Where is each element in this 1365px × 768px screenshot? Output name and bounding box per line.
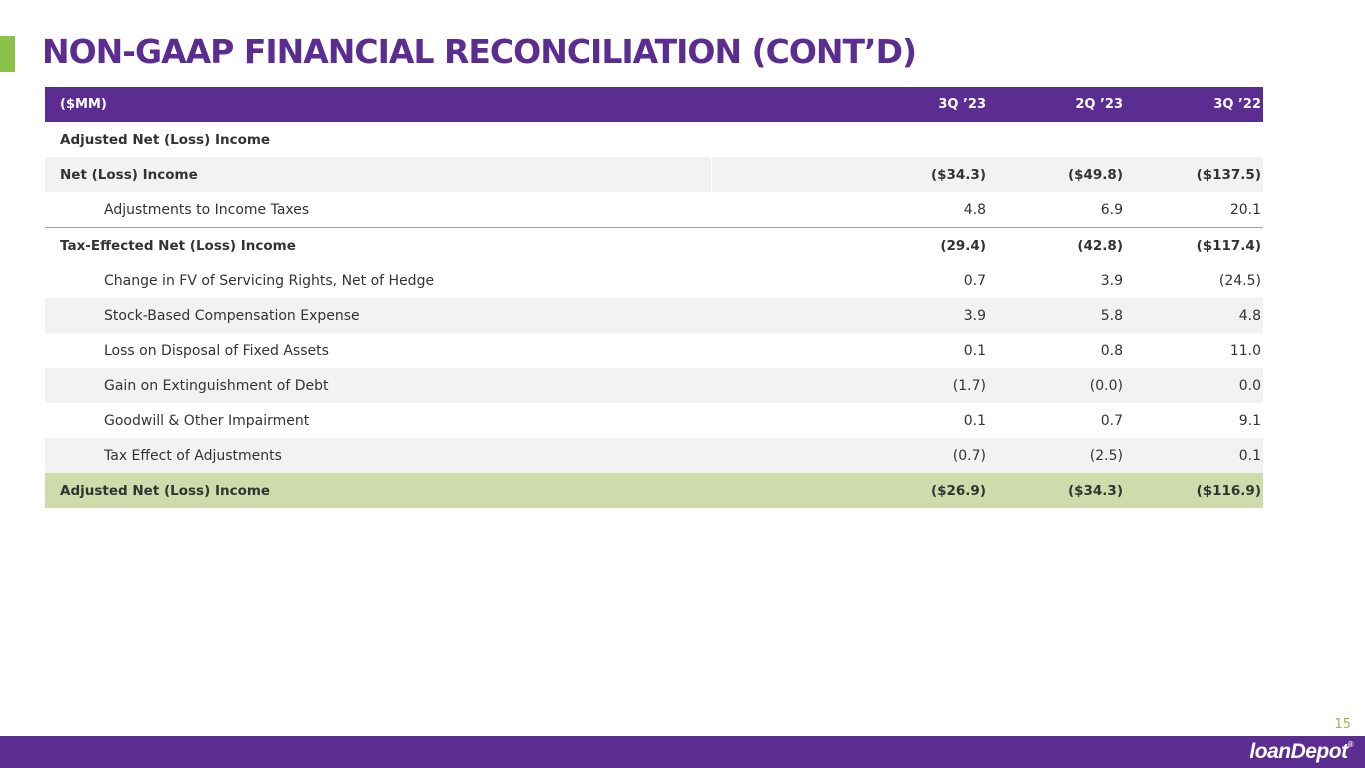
row-value-3q23: 0.1 — [963, 342, 986, 359]
row-spacer — [711, 333, 851, 368]
page-number: 15 — [1334, 717, 1351, 732]
table-row — [45, 263, 1263, 298]
row-value-3q23: 3.9 — [851, 298, 988, 333]
row-label: Change in FV of Servicing Rights, Net of Hedge — [104, 272, 435, 289]
row-spacer — [711, 403, 851, 438]
row-value-2q23: ($34.3) — [988, 473, 1125, 508]
row-label: Tax-Effected Net (Loss) Income — [45, 228, 711, 264]
row-value-2q23: ($49.8) — [988, 157, 1125, 192]
header-units: ($MM) — [45, 87, 711, 122]
header-2q23: 2Q ’23 — [988, 87, 1125, 122]
row-value-3q22: 0.0 — [1125, 368, 1263, 403]
row-value-3q22: ($137.5) — [1125, 157, 1263, 192]
row-spacer — [711, 263, 851, 298]
row-value-3q22: 20.1 — [1229, 201, 1261, 218]
row-value-3q23: ($34.3) — [851, 157, 988, 192]
row-spacer — [711, 122, 851, 157]
row-label: Tax Effect of Adjustments — [45, 438, 711, 473]
row-spacer — [711, 228, 851, 264]
header-spacer — [711, 87, 851, 122]
row-spacer — [711, 368, 851, 403]
row-value-2q23: 6.9 — [1100, 201, 1123, 218]
row-value-3q23: (0.7) — [851, 438, 988, 473]
row-spacer — [711, 157, 851, 192]
row-value-3q23 — [851, 122, 988, 157]
row-label: Gain on Extinguishment of Debt — [45, 368, 711, 403]
header-3q23: 3Q ’23 — [851, 87, 988, 122]
registered-mark-icon: ® — [1347, 740, 1353, 749]
row-spacer — [711, 298, 851, 333]
page-title: NON-GAAP FINANCIAL RECONCILIATION (CONT’D) — [42, 32, 917, 71]
row-value-2q23: 3.9 — [1100, 272, 1123, 289]
footer-bar — [0, 736, 1365, 768]
row-label: Net (Loss) Income — [45, 157, 711, 192]
row-value-3q23: 0.1 — [963, 412, 986, 429]
row-value-3q22: 0.1 — [1125, 438, 1263, 473]
title-accent-bar — [0, 36, 15, 72]
row-label: Loss on Disposal of Fixed Assets — [104, 342, 329, 359]
row-label: Adjustments to Income Taxes — [104, 201, 310, 218]
row-label: Adjusted Net (Loss) Income — [60, 131, 271, 148]
row-value-3q23: 0.7 — [963, 272, 986, 289]
row-value-2q23: (42.8) — [988, 228, 1125, 264]
table-row — [45, 228, 1263, 264]
row-value-2q23: 0.8 — [1100, 342, 1123, 359]
row-value-2q23: (0.0) — [988, 368, 1125, 403]
logo-text: loanDepot — [1249, 740, 1348, 763]
table-total-row — [45, 473, 1263, 508]
header-3q22: 3Q ’22 — [1125, 87, 1263, 122]
row-label: Stock-Based Compensation Expense — [45, 298, 711, 333]
row-value-3q22: 4.8 — [1125, 298, 1263, 333]
row-value-3q23: 4.8 — [963, 201, 986, 218]
row-value-3q23: ($26.9) — [851, 473, 988, 508]
row-value-3q22: 11.0 — [1229, 342, 1261, 359]
row-spacer — [711, 438, 851, 473]
table-row — [45, 368, 1263, 403]
row-value-3q22: (24.5) — [1218, 272, 1261, 289]
table-header-row — [45, 87, 1263, 122]
row-value-3q22: 9.1 — [1238, 412, 1261, 429]
table-row — [45, 403, 1263, 438]
row-spacer — [711, 192, 851, 228]
table-row — [45, 298, 1263, 333]
row-value-2q23: (2.5) — [988, 438, 1125, 473]
table-row — [45, 333, 1263, 368]
loandepot-logo — [1249, 740, 1353, 764]
row-value-3q22: ($116.9) — [1125, 473, 1263, 508]
row-value-2q23: 5.8 — [988, 298, 1125, 333]
table-row — [45, 122, 1263, 157]
row-value-3q22: ($117.4) — [1125, 228, 1263, 264]
row-label: Adjusted Net (Loss) Income — [45, 473, 711, 508]
table-row — [45, 438, 1263, 473]
row-value-3q22 — [1125, 122, 1263, 157]
reconciliation-table — [45, 87, 1263, 508]
row-spacer — [711, 473, 851, 508]
table-row — [45, 157, 1263, 192]
row-value-2q23: 0.7 — [1100, 412, 1123, 429]
row-value-3q23: (29.4) — [851, 228, 988, 264]
row-value-2q23 — [988, 122, 1125, 157]
table-row — [45, 192, 1263, 228]
row-value-3q23: (1.7) — [851, 368, 988, 403]
row-label: Goodwill & Other Impairment — [104, 412, 310, 429]
